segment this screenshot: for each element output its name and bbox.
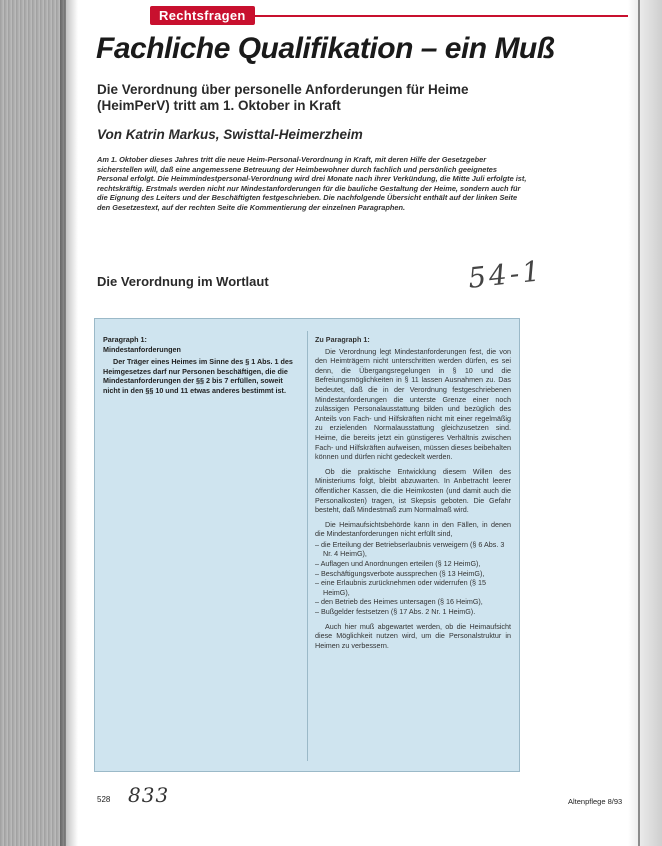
law-paragraph-heading: Paragraph 1:	[103, 335, 147, 344]
handwritten-note: 54-1	[466, 254, 545, 295]
commentary-heading: Zu Paragraph 1:	[315, 335, 370, 344]
section-rule	[238, 15, 628, 17]
gutter-shadow	[60, 0, 78, 846]
issue-label: Altenpflege 8/93	[568, 797, 623, 806]
commentary-list-item: – den Betrieb des Heimes untersagen (§ 16 HeimG),	[315, 597, 483, 607]
commentary-list-item: – Beschäftigungsverbote aussprechen (§ 13 HeimG),	[315, 568, 485, 578]
column-divider	[307, 331, 308, 761]
right-edge-line	[638, 0, 640, 846]
article-subtitle: Die Verordnung über personelle Anforderungen für Heime (HeimPerV) tritt am 1. Oktober in Kraft	[97, 82, 469, 113]
commentary-closing: Auch hier muß abgewartet werden, ob die Heimaufsicht diese Möglichkeit nutzen wird, um die Personalstruktur in Heimen zu verbessern.	[315, 621, 511, 650]
law-paragraph-text: Der Träger eines Heimes im Sinne des § 1 Abs. 1 des Heimgesetzes darf nur Personen beschäftigen, die die Mindestanforderungen der §§ 2 bis 7 erfüllen, soweit nicht in den §§ 10 und 11 etwas anderes bestimmt ist.	[103, 357, 293, 395]
law-paragraph-subheading: Mindestanforderungen	[103, 344, 181, 354]
book-page-edges	[0, 0, 66, 846]
commentary-list-item: – die Erteilung der Betriebserlaubnis verweigern (§ 6 Abs. 3 Nr. 4 HeimG),	[315, 539, 505, 559]
article-title: Fachliche Qualifikation – ein Muß	[96, 32, 555, 65]
commentary-paragraph: Ob die praktische Entwicklung diesem Willen des Ministeriums folgt, bleibt abzuwarten. In Anbetracht leerer öffentlicher Kassen, die die Heimkosten (und damit auch die Personalkosten) tragen, ist Skepsis geboten. Die Gefahr besteht, daß Mindestmaß zum Normalmaß wird.	[315, 466, 511, 515]
section-tag: Rechtsfragen	[150, 6, 255, 25]
handwritten-page-number: 833	[128, 783, 170, 807]
commentary-paragraph: Die Verordnung legt Mindestanforderungen fest, die von den Heimträgern nicht unterschritten werden dürfen, es sei denn, die Übergangsregelungen in § 10 und die Befreiungsmöglichkeiten in § 11 lassen Ausnahmen zu. Das bedeutet, daß die in der Verordnung festgeschriebenen Mindestanforderungen die unterste Grenze einer noch zulässigen Personalausstattung bilden und bezüglich des Anteils von Fach- und Hilfskräften nicht mit einer regelmäßig zu erzielenden Normalausstattung gleichzusetzen sind. Heime, die bereits jetzt ein günstigeres Verhältnis zwischen Fach- und Hilfskräften aufweisen, müssen dieses beibehalten können und dürfen nicht gedeckelt werden.	[315, 346, 511, 462]
law-text-column	[103, 335, 299, 396]
commentary-list-item: – eine Erlaubnis zurücknehmen oder widerrufen (§ 15 HeimG),	[315, 578, 487, 597]
document-page	[88, 0, 628, 846]
commentary-paragraph: Die Heimaufsichtsbehörde kann in den Fällen, in denen die Mindestanforderungen nicht erfüllt sind,	[315, 519, 511, 539]
regulation-box	[94, 318, 520, 772]
right-page-edge	[628, 0, 662, 846]
commentary-list-item: – Auflagen und Anordnungen erteilen (§ 12 HeimG),	[315, 559, 481, 569]
page-number: 528	[97, 795, 111, 804]
commentary-list-item: – Bußgelder festsetzen (§ 17 Abs. 2 Nr. 1 HeimG).	[315, 607, 476, 617]
article-intro: Am 1. Oktober dieses Jahres tritt die neue Heim-Personal-Verordnung in Kraft, mit deren Hilfe der Gesetzgeber sicherstellen will, daß eine angemessene Betreuung der Heimbewohner durch fachlich und persönlich geeignetes Personal erfolgt. Die Heimmindestpersonal-Verordnung wird drei Monate nach ihrer Verkündung, die Mitte Juli erfolgte ist, rechtskräftig. Erstmals werden nicht nur Mindestanforderungen für die bauliche Gestaltung der Heime, sondern auch für die Eignung des Leiters und der Beschäftigten festgeschrieben. Die nachfolgende Übersicht enthält auf der linken Seite den Gesetzestext, auf der rechten Seite die Kommentierung der einzelnen Paragraphen.	[97, 155, 527, 212]
section-heading: Die Verordnung im Wortlaut	[97, 274, 269, 289]
article-author: Von Katrin Markus, Swisttal-Heimerzheim	[97, 127, 363, 142]
commentary-column	[315, 335, 511, 655]
